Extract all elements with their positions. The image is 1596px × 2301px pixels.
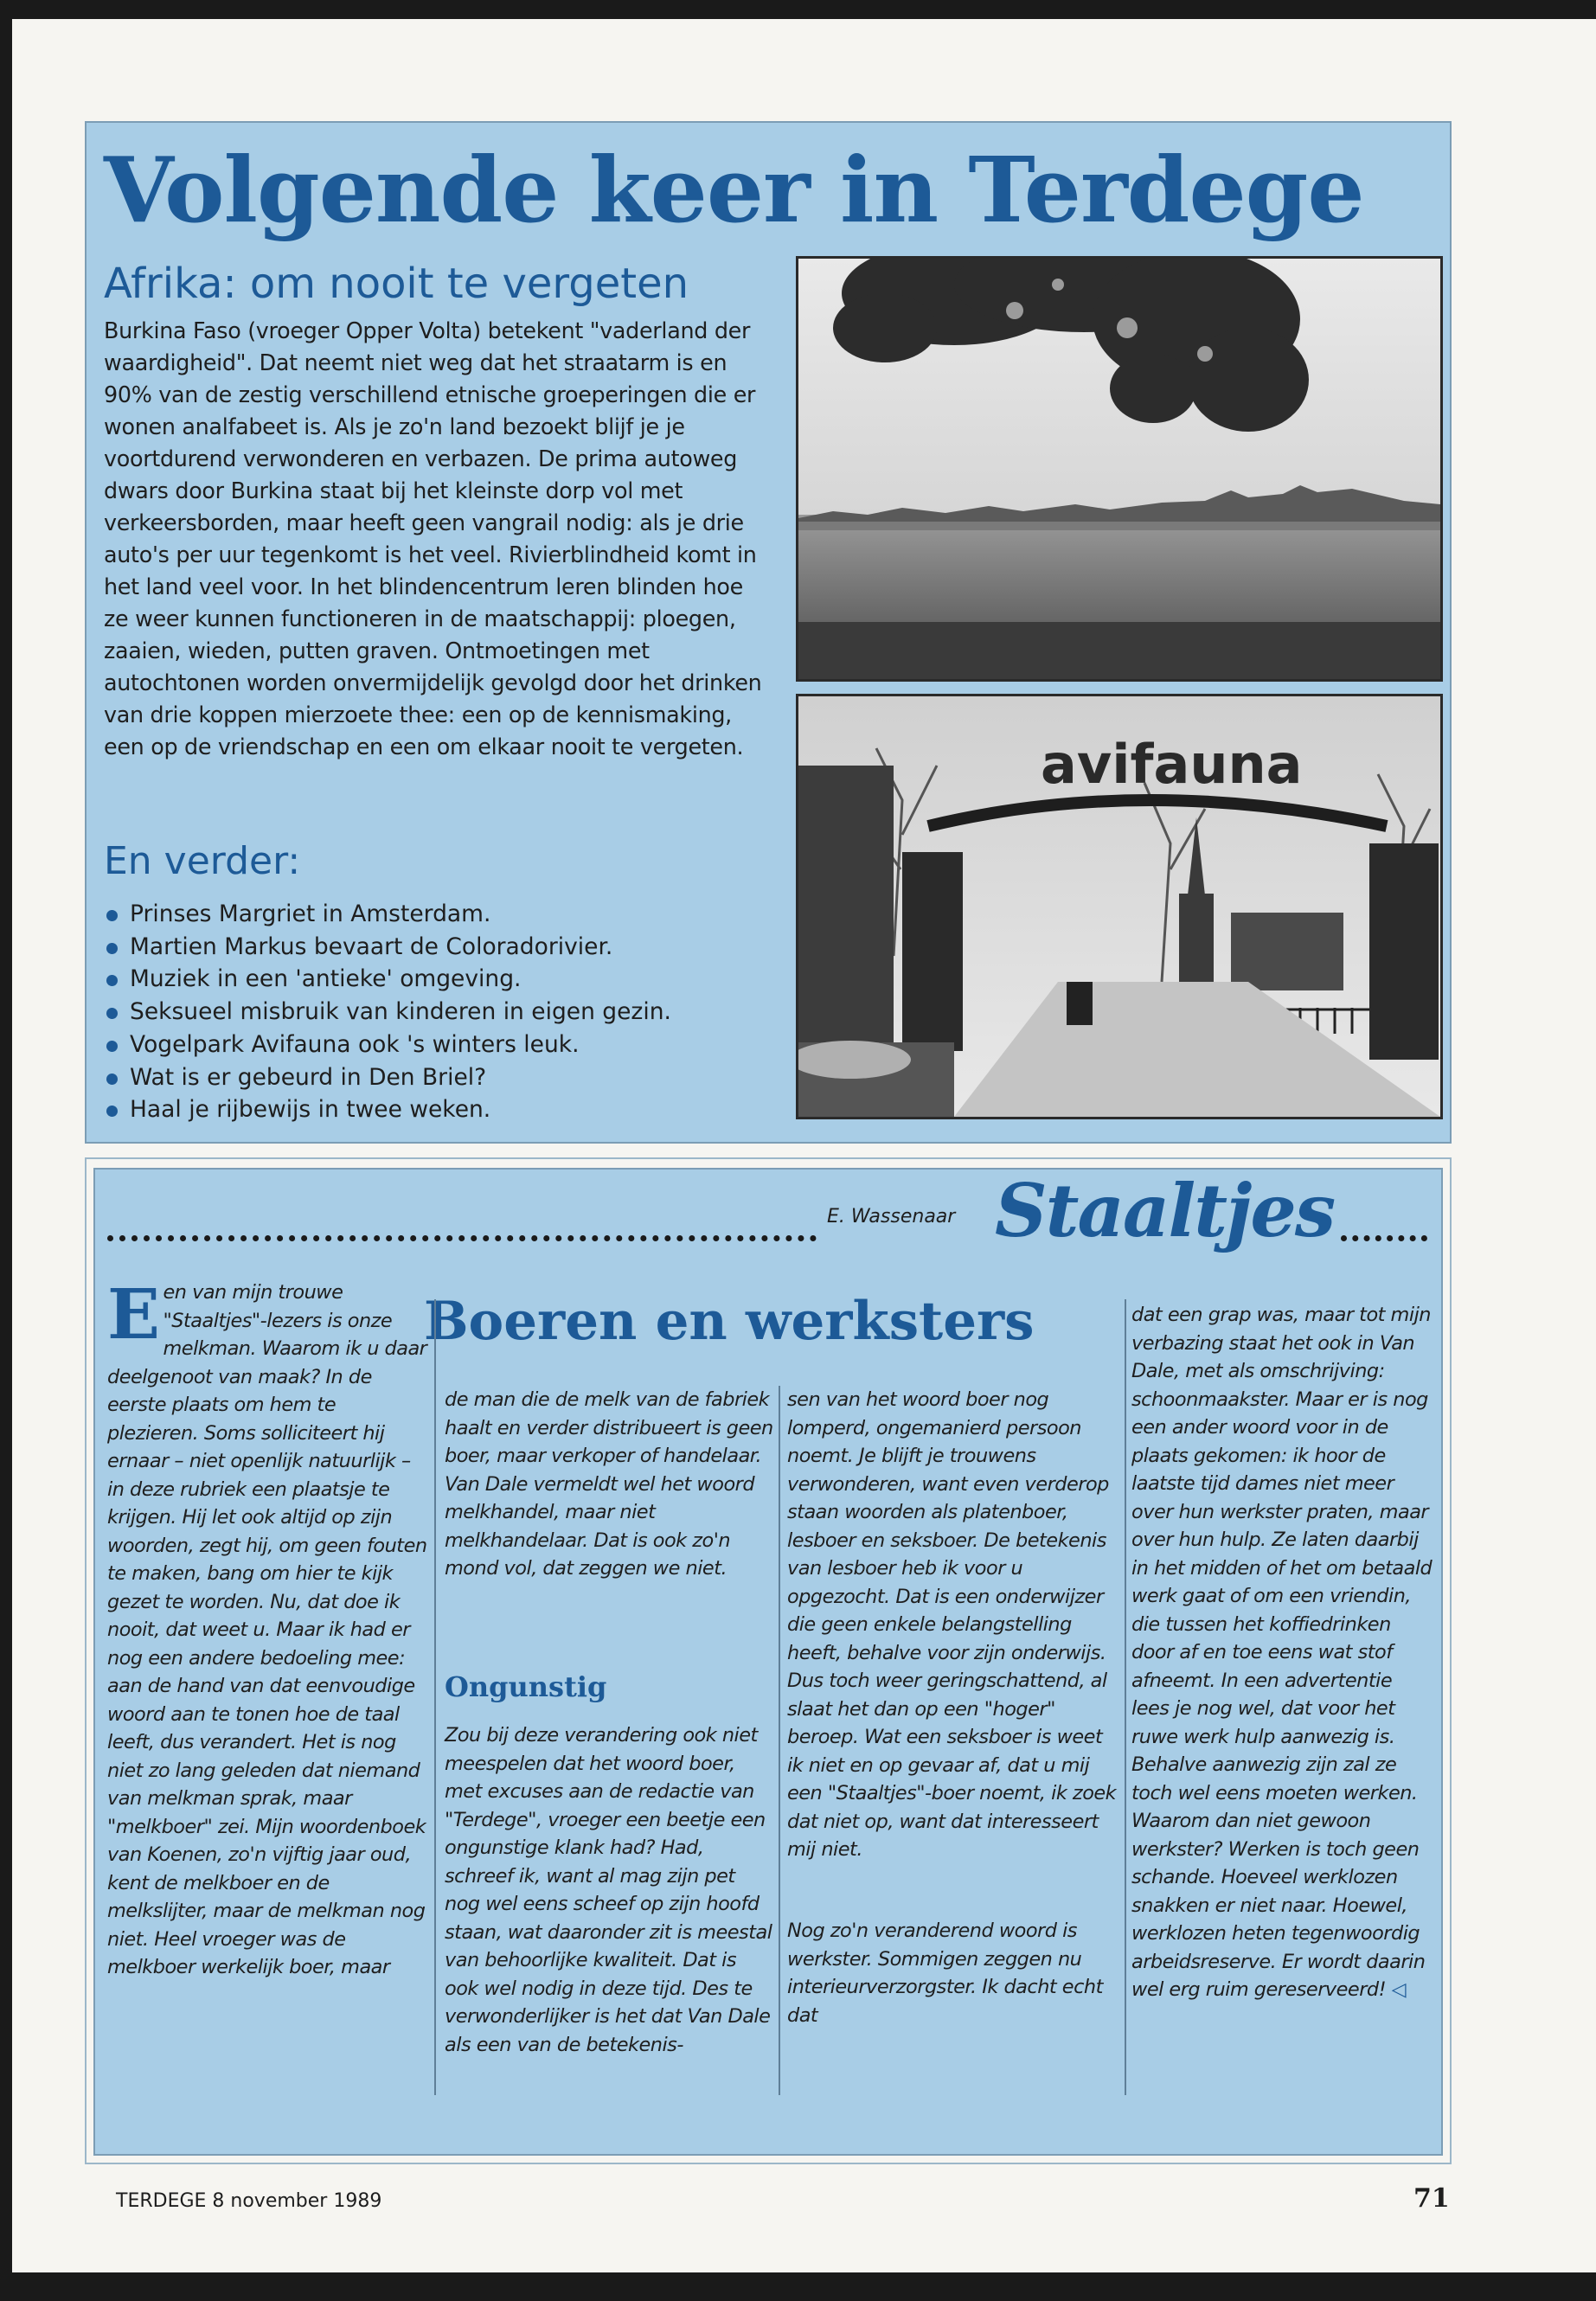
bullet-icon (106, 1041, 118, 1052)
dotted-rule-left (107, 1235, 817, 1241)
dotted-rule-right (1341, 1235, 1427, 1241)
avifauna-gate-photo (796, 694, 1443, 1119)
publication-info: TERDEGE 8 november 1989 (116, 2190, 382, 2212)
list-item (104, 1061, 779, 1094)
article-column-3: sen van het woord boer nog lomperd, ongemanierd persoon noemt. Je blijft je trouwens verwonderen, want even verderop staan woorden als platenboer, lesboer en seksboer. De betekenis van lesboer heb ik voor u opgezocht. Dat is een onderwijzer die geen enkele belangstelling heeft, behalve voor zijn onderwijs. Dus toch weer geringschattend, al slaat het dan op een "hoger" beroep. Wat een seksboer is weet ik niet en op gevaar af, dat u mij een "Staaltjes"-boer noemt, ik zoek dat niet op, want dat interesseert mij niet. (787, 1388, 1117, 1861)
bullet-icon (106, 910, 118, 921)
list-item-text: Martien Markus bevaart de Coloradorivier. (130, 933, 613, 960)
end-mark-icon: ◁ (1391, 1979, 1407, 2001)
bullet-icon (106, 975, 118, 986)
landscape-image (798, 259, 1440, 679)
bullet-icon (106, 943, 118, 954)
column-divider (434, 1299, 436, 2095)
column-author: E. Wassenaar (827, 1206, 956, 1227)
list-item (104, 931, 779, 964)
drop-cap: E (107, 1273, 160, 1355)
gate-sign-text: avifauna (1041, 733, 1303, 796)
article-column-1-text: en van mijn trouwe "Staaltjes"-lezers is onze melkman. Waarom ik u daar deelgenoot van maak? In de eerste plaats om hem te plezieren. Soms solliciteert hij ernaar – niet openlijk natuurlijk – in deze rubriek een plaatsje te krijgen. Hij let ook altijd op zijn woorden, zegt hij, om geen fouten te maken, bang om hier te kijk gezet te worden. Nu, dat doe ik nooit, dat weet u. Maar ik had er nog een andere bedoeling mee: aan de hand van dat eenvoudige woord aan te tonen hoe de taal leeft, dus verandert. Het is nog niet zo lang geleden dat niemand van melkman sprak, maar "melkboer" zei. Mijn woordenboek van Koenen, zo'n vijftig jaar oud, kent de melkboer en de melkslijter, maar de melkman nog niet. Heel vroeger was de melkboer werkelijk boer, maar (107, 1281, 427, 1978)
list-item-text: Haal je rijbewijs in twee weken. (130, 1096, 491, 1124)
list-item (104, 1093, 779, 1126)
staaltjes-panel (93, 1168, 1443, 2156)
list-item-text: Prinses Margriet in Amsterdam. (130, 901, 491, 927)
bullet-icon (106, 1074, 118, 1085)
further-list (104, 898, 779, 1126)
article-column-4 (1131, 1301, 1434, 2005)
list-item-text: Muziek in een 'antieke' omgeving. (130, 965, 522, 993)
list-item-text: Vogelpark Avifauna ook 's winters leuk. (130, 1030, 580, 1058)
next-issue-panel (85, 121, 1452, 1144)
article-column-2b: Zou bij deze verandering ook niet meespelen dat het woord boer, met excuses aan de redactie van "Terdege", vroeger een beetje een ongunstige klank had? Had, schreef ik, want al mag zijn pet nog wel eens scheef op zijn hoofd staan, wat daaronder zit is meestal van behoorlijke kwaliteit. Dat is ook wel nodig in deze tijd. Des te verwonderlijker is het dat Van Dale als een van de betekenis- (445, 1724, 772, 2056)
list-item-text: Seksueel misbruik van kinderen in eigen gezin. (130, 998, 671, 1026)
page-number: 71 (1413, 2183, 1450, 2214)
article-column-3b: Nog zo'n veranderend woord is werkster. Sommigen zeggen nu interieurverzorgster. Ik dacht echt dat (787, 1920, 1103, 2027)
column-divider (779, 1386, 780, 2095)
list-item (104, 963, 779, 996)
bullet-icon (106, 1106, 118, 1117)
avifauna-gate-image (798, 696, 1440, 1117)
article-title: Boeren en werksters (424, 1291, 1035, 1352)
article-column-1 (107, 1273, 429, 1982)
list-item-text: Wat is er gebeurd in Den Briel? (130, 1063, 487, 1091)
further-heading: En verder: (104, 839, 301, 883)
article-subhead: Ongunstig (445, 1670, 607, 1703)
list-item (104, 898, 779, 931)
column-name: Staaltjes (995, 1168, 1335, 1253)
bullet-icon (106, 1008, 118, 1019)
afrika-body-text: Burkina Faso (vroeger Opper Volta) betekent "vaderland der waardigheid". Dat neemt niet weg dat het straatarm is en 90% van de zestig verschillend etnische groeperingen die er wonen analfabeet is. Als je zo'n land bezoekt blijf je je voortdurend verwonderen en verbazen. De prima autoweg dwars door Burkina staat bij het kleinste dorp vol met verkeersborden, maar heeft geen vangrail nodig: als je drie auto's per uur tegenkomt is het veel. Rivierblindheid komt in het land veel voor. In het blindencentrum leren blinden hoe ze weer kunnen functioneren in de maatschappij: ploegen, zaaien, wieden, putten graven. Ontmoetingen met autochtonen worden onvermijdelijk gevolgd door het drinken van drie koppen mierzoete thee: een op de kennismaking, een op de vriendschap en een om elkaar nooit te vergeten. (104, 317, 762, 760)
article-column-2: de man die de melk van de fabriek haalt en verder distribueert is geen boer, maar verkoper of handelaar. Van Dale vermeldt wel het woord melkhandel, maar niet melkhandelaar. Dat is ook zo'n mond vol, dat zeggen we niet. (445, 1388, 773, 1580)
afrika-heading: Afrika: om nooit te vergeten (104, 260, 689, 308)
magazine-page (12, 19, 1596, 2272)
list-item (104, 996, 779, 1029)
article-column-4-text: dat een grap was, maar tot mijn verbazing staat het ook in Van Dale, met als omschrijving: schoonmaakster. Maar er is nog een ander woord voor in de plaats gekomen: ik hoor de laatste tijd dames niet meer over hun werkster praten, maar over hun hulp. Ze laten daarbij in het midden of het om betaald werk gaat of om een vriendin, die tussen het koffiedrinken door af en toe eens wat stof afneemt. In een advertentie lees je nog wel, dat voor het ruwe werk hulp aanwezig is. Behalve aanwezig zijn zal ze toch wel eens moeten werken. Waarom dan niet gewoon werkster? Werken is toch geen schande. Hoeveel werklozen snakken er niet naar. Hoewel, werklozen heten tegenwoordig arbeidsreserve. Er wordt daarin wel erg ruim gereserveerd! (1131, 1304, 1433, 2001)
list-item (104, 1029, 779, 1061)
next-issue-headline: Volgende keer in Terdege (104, 137, 1364, 243)
column-divider (1125, 1299, 1126, 2095)
landscape-photo (796, 256, 1443, 682)
